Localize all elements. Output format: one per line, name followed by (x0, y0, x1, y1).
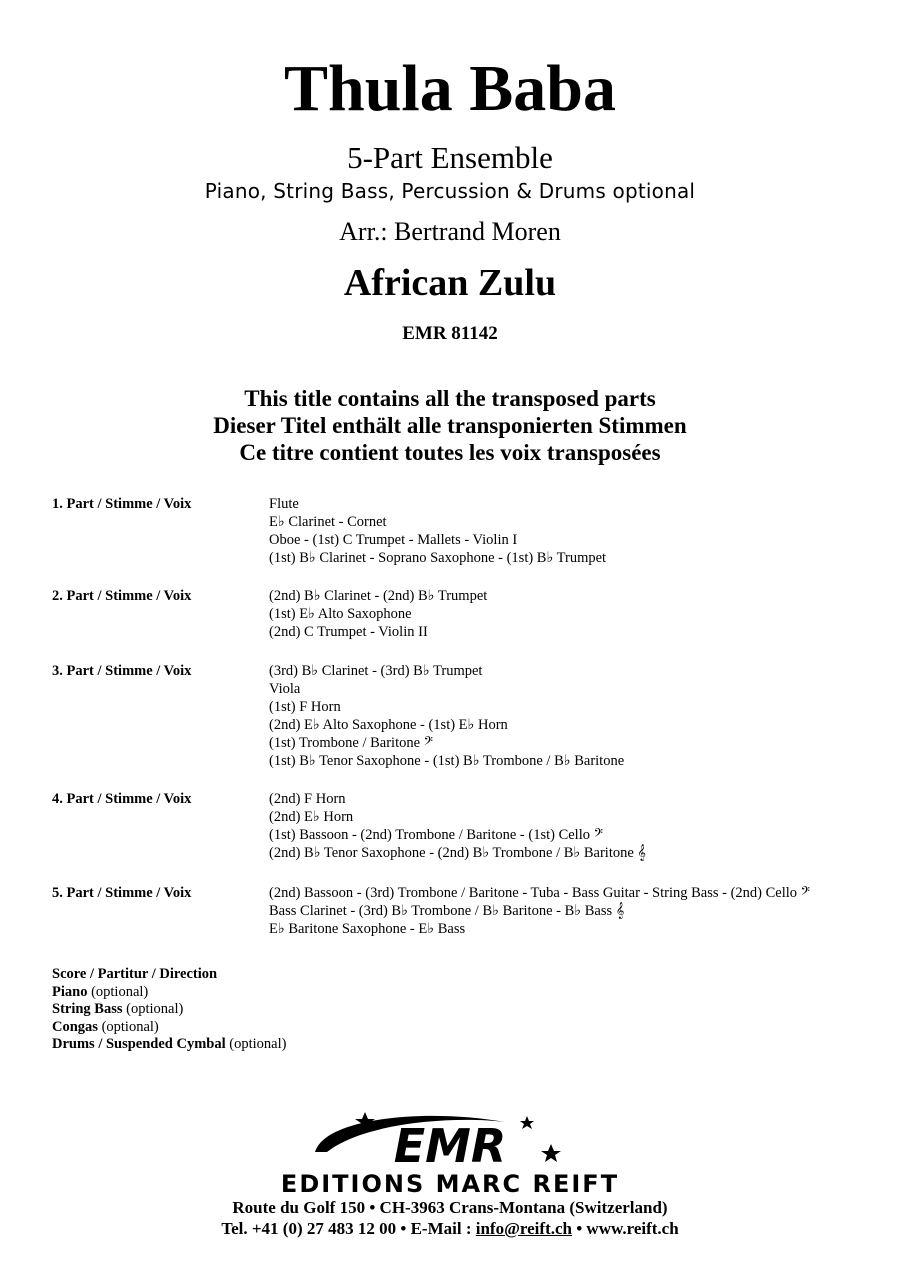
part-4-instruments (269, 790, 646, 862)
extra-name: Piano (52, 983, 88, 1000)
page-title: Thula Baba (284, 52, 616, 125)
extra-name: Score / Partitur / Direction (52, 966, 218, 982)
note-english: This title contains all the transposed parts (244, 386, 656, 411)
part-line: (2nd) E♭ Horn (269, 809, 354, 825)
extra-note: (optional) (101, 1018, 159, 1035)
extra-name: String Bass (52, 1001, 123, 1017)
part-line: (2nd) Bassoon - (3rd) Trombone / Baritone - Tuba - Bass Guitar - String Bass - (2nd) Cello 𝄢 (269, 885, 810, 901)
publisher-contact (0, 1218, 900, 1239)
contact-website: • www.reift.ch (571, 1219, 679, 1238)
extra-item (52, 966, 286, 984)
part-line: (1st) Trombone / Baritone 𝄢 (269, 735, 433, 751)
part-line: (3rd) B♭ Clarinet - (3rd) B♭ Trumpet (269, 663, 483, 679)
catalogue-number: EMR 81142 (402, 323, 498, 344)
extra-item (52, 984, 286, 1002)
part-line: (1st) B♭ Tenor Saxophone - (1st) B♭ Trombone / B♭ Baritone (269, 753, 625, 769)
part-line: (2nd) B♭ Clarinet - (2nd) B♭ Trumpet (269, 588, 488, 604)
part-5-label: 5. Part / Stimme / Voix (52, 885, 192, 901)
instrumentation: Piano, String Bass, Percussion & Drums optional (204, 179, 696, 203)
extra-item (52, 1001, 286, 1019)
star-icon (541, 1144, 561, 1162)
extra-note: (optional) (229, 1036, 287, 1052)
note-french: Ce titre contient toutes les voix transposées (239, 440, 661, 465)
part-line: Oboe - (1st) C Trumpet - Mallets - Violin I (269, 532, 518, 548)
extras-list (52, 966, 286, 1054)
extra-note: (optional) (126, 1001, 184, 1017)
part-2-instruments (269, 587, 487, 641)
publisher-name: EDITIONS MARC REIFT (280, 1170, 620, 1198)
part-line: Flute (269, 496, 299, 512)
part-line: (1st) E♭ Alto Saxophone (269, 606, 412, 622)
part-2-label: 2. Part / Stimme / Voix (52, 588, 192, 604)
part-line: (2nd) F Horn (269, 791, 346, 807)
part-1-instruments (269, 495, 606, 567)
logo-text: EMR (393, 1119, 507, 1173)
part-line: (2nd) E♭ Alto Saxophone - (1st) E♭ Horn (269, 717, 508, 733)
part-1-label: 1. Part / Stimme / Voix (52, 496, 192, 512)
part-5-instruments (269, 884, 810, 938)
extra-name: Drums / Suspended Cymbal (52, 1036, 226, 1052)
emr-logo (305, 1108, 595, 1174)
part-line: (2nd) C Trumpet - Violin II (269, 624, 428, 640)
publisher-address: Route du Golf 150 • CH-3963 Crans-Montana (Switzerland) (232, 1198, 668, 1217)
part-line: (1st) Bassoon - (2nd) Trombone / Baritone - (1st) Cello 𝄢 (269, 827, 603, 843)
extra-name: Congas (52, 1018, 98, 1035)
subtitle: 5-Part Ensemble (347, 140, 553, 175)
genre: African Zulu (343, 262, 557, 304)
part-4-label: 4. Part / Stimme / Voix (52, 791, 192, 807)
extra-item (52, 1019, 286, 1037)
arranger: Arr.: Bertrand Moren (339, 217, 561, 246)
part-line: E♭ Baritone Saxophone - E♭ Bass (269, 921, 466, 937)
extra-item (52, 1036, 286, 1054)
part-3-label: 3. Part / Stimme / Voix (52, 663, 192, 679)
part-line: (1st) F Horn (269, 699, 341, 715)
part-line: Bass Clarinet - (3rd) B♭ Trombone / B♭ Baritone - B♭ Bass 𝄞 (269, 903, 625, 919)
star-icon (520, 1116, 534, 1129)
part-line: E♭ Clarinet - Cornet (269, 514, 387, 530)
extra-note: (optional) (91, 983, 149, 1000)
email-link[interactable]: info@reift.ch (475, 1219, 572, 1238)
part-line: (1st) B♭ Clarinet - Soprano Saxophone - (1st) B♭ Trumpet (269, 550, 607, 566)
part-line: Viola (269, 681, 301, 697)
contact-phone: Tel. +41 (0) 27 483 12 00 • E-Mail : (221, 1219, 476, 1238)
note-german: Dieser Titel enthält alle transponierten Stimmen (213, 413, 687, 438)
part-3-instruments (269, 662, 624, 770)
part-line: (2nd) B♭ Tenor Saxophone - (2nd) B♭ Trombone / B♭ Baritone 𝄞 (269, 845, 646, 861)
